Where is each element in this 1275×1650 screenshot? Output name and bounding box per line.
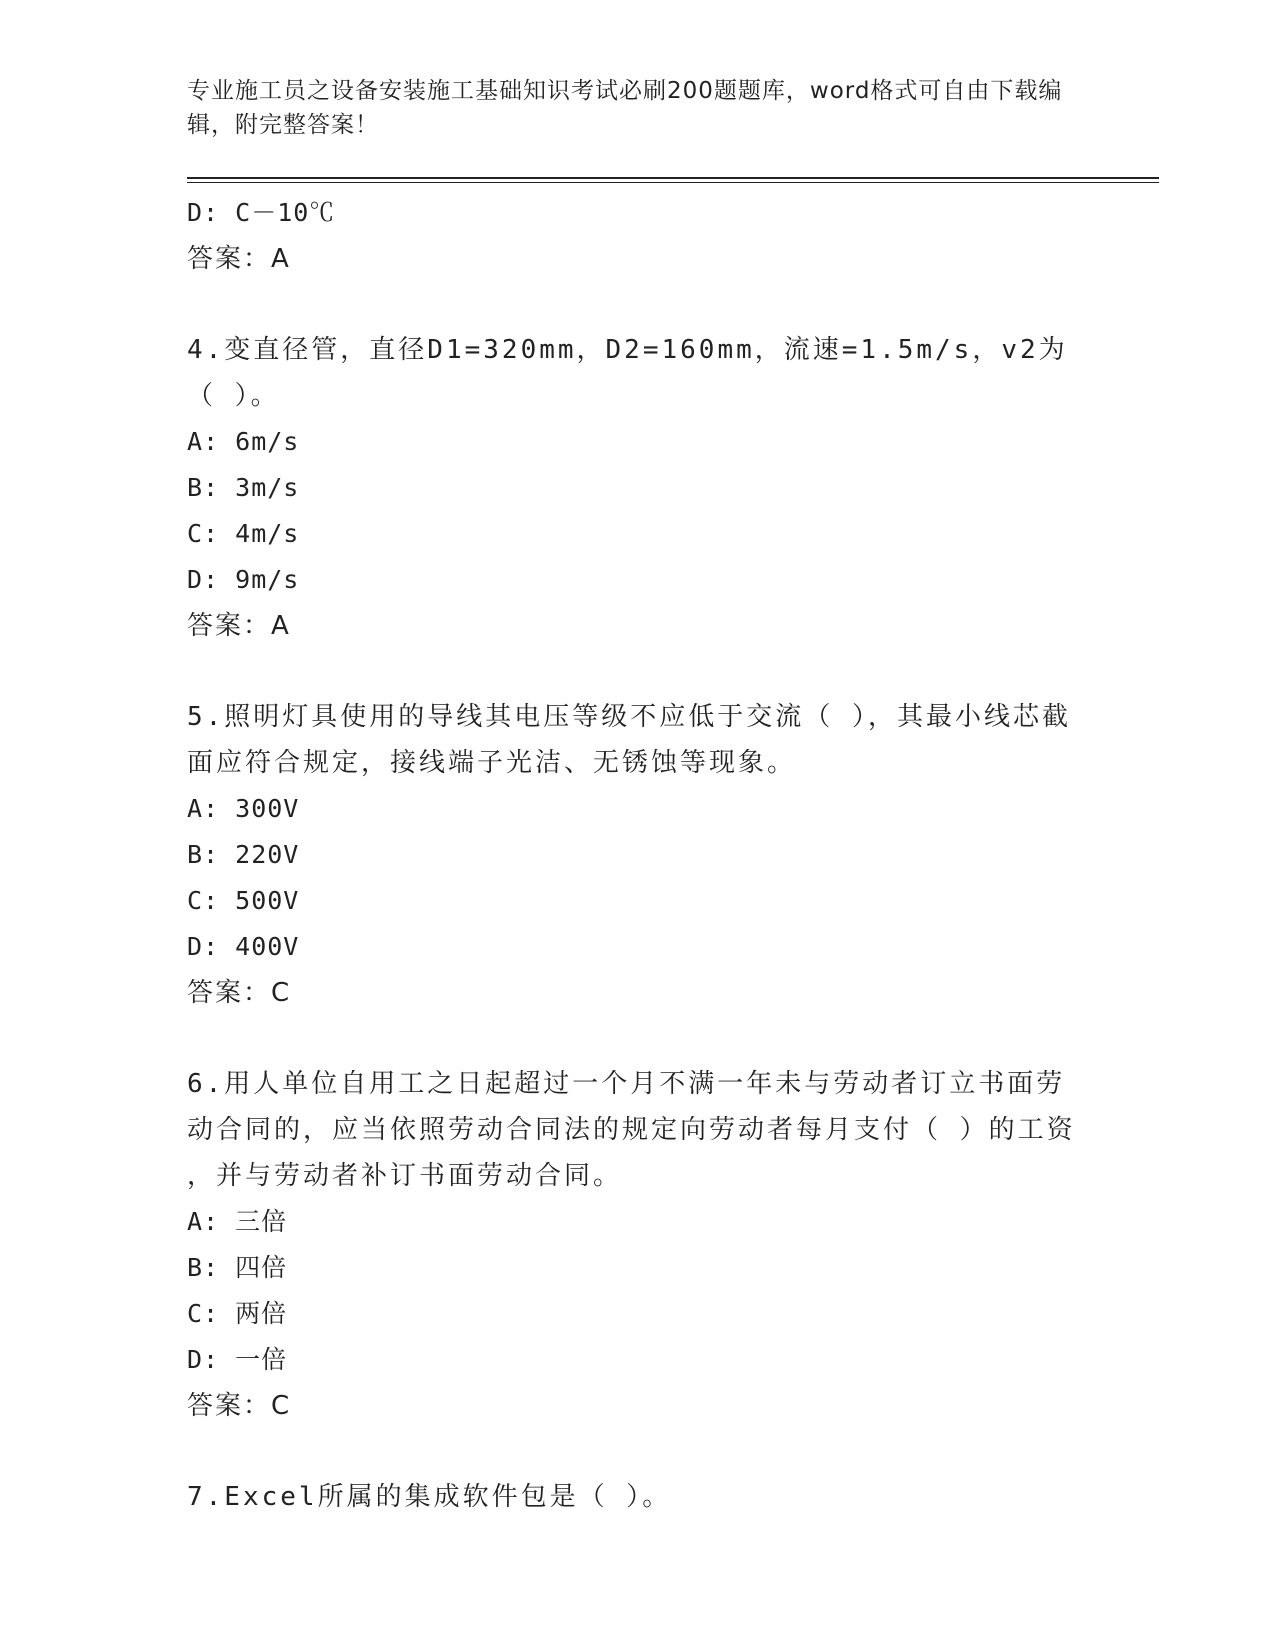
- question-4-stem: 4.变直径管，直径D1=320mm，D2=160mm，流速=1.5m/s，v2为（ ）。: [187, 335, 1068, 411]
- spacer: [187, 649, 1087, 694]
- page-header: [187, 74, 1087, 142]
- option-d: D: C－10℃: [187, 198, 336, 227]
- spacer: [187, 1016, 1087, 1061]
- question-5-option-d: D: 400V: [187, 932, 300, 961]
- spacer: [187, 282, 1087, 327]
- question-6-stem: 6.用人单位自用工之日起超过一个月不满一年未与劳动者订立书面劳 动合同的，应当依照劳动合同法的规定向劳动者每月支付（ ）的工资 ，并与劳动者补订书面劳动合同。: [187, 1069, 1076, 1191]
- answer: 答案：A: [187, 244, 291, 274]
- question-4-option-b: B: 3m/s: [187, 473, 300, 502]
- question-4-option-a: A: 6m/s: [187, 427, 300, 456]
- question-6-option-a: A: 三倍: [187, 1207, 288, 1236]
- question-content: [187, 190, 1087, 1520]
- header-rule-thin: [187, 182, 1159, 183]
- question-4-answer: 答案：A: [187, 611, 291, 641]
- question-6-option-c: C: 两倍: [187, 1299, 288, 1328]
- question-5-option-c: C: 500V: [187, 886, 300, 915]
- question-5-option-a: A: 300V: [187, 794, 300, 823]
- question-6-answer: 答案：C: [187, 1391, 292, 1421]
- question-6-option-d: D: 一倍: [187, 1345, 288, 1374]
- question-7-stem: 7.Excel所属的集成软件包是（ ）。: [187, 1482, 672, 1512]
- question-4-option-d: D: 9m/s: [187, 565, 300, 594]
- spacer: [187, 1429, 1087, 1474]
- question-5-stem: 5.照明灯具使用的导线其电压等级不应低于交流（ ），其最小线芯截 面应符合规定，接线端子光洁、无锈蚀等现象。: [187, 702, 1071, 778]
- question-4-option-c: C: 4m/s: [187, 519, 300, 548]
- question-5-answer: 答案：C: [187, 978, 292, 1008]
- header-rule-thick: [187, 177, 1159, 179]
- question-6-option-b: B: 四倍: [187, 1253, 288, 1282]
- header-text: 专业施工员之设备安装施工基础知识考试必刷200题题库，word格式可自由下载编辑，附完整答案！: [187, 78, 1063, 138]
- question-5-option-b: B: 220V: [187, 840, 300, 869]
